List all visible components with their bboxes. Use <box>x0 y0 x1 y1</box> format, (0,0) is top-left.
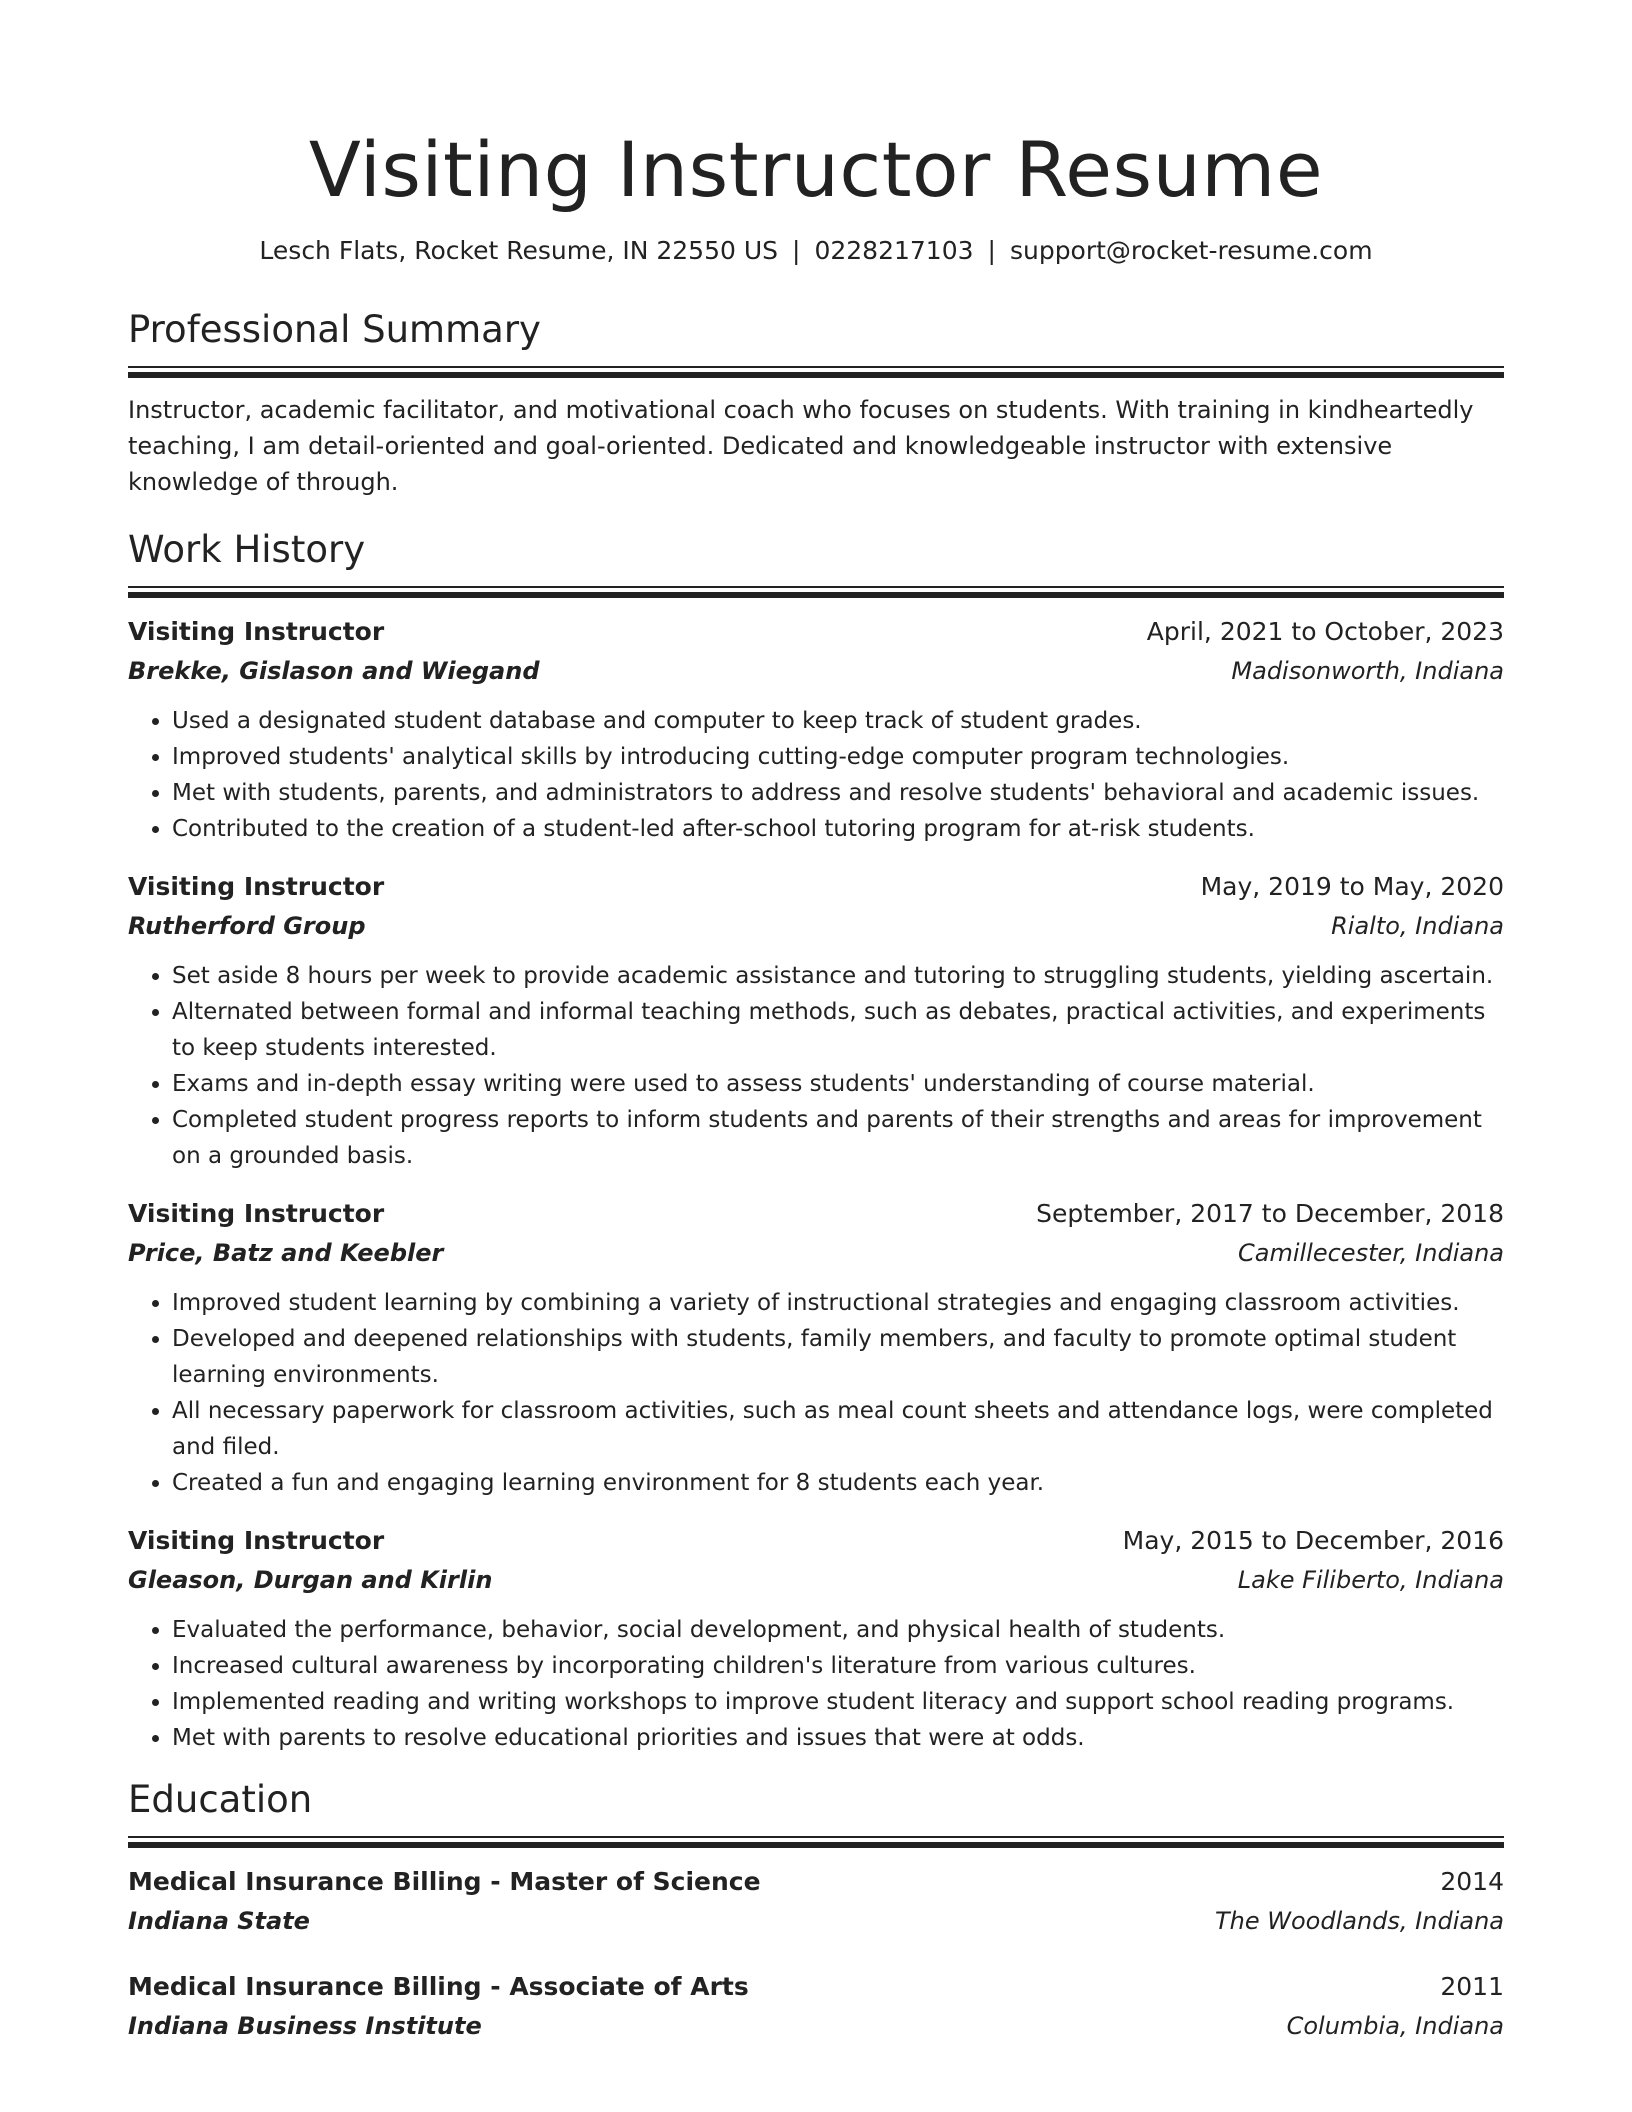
job-title: Visiting Instructor <box>128 1199 385 1228</box>
job-entry <box>128 1523 1504 1756</box>
education-location: The Woodlands, Indiana <box>1215 1907 1504 1935</box>
job-company: Price, Batz and Keebler <box>128 1239 444 1267</box>
contact-phone: 0228217103 <box>814 236 974 265</box>
job-dates: May, 2019 to May, 2020 <box>1200 872 1504 901</box>
job-dates: April, 2021 to October, 2023 <box>1146 617 1504 646</box>
section-divider <box>128 586 1504 598</box>
list-item: • Met with parents to resolve educational priorities and issues that were at odds. <box>172 1720 1504 1756</box>
education-degree: Medical Insurance Billing - Master of Science <box>128 1867 761 1896</box>
contact-separator: | <box>792 236 801 265</box>
job-entry <box>128 869 1504 1174</box>
list-item: • Developed and deepened relationships with students, family members, and faculty to promote optimal student learning environments. <box>172 1321 1504 1393</box>
section-divider <box>128 366 1504 378</box>
education-year: 2011 <box>1440 1972 1504 2001</box>
education-degree: Medical Insurance Billing - Associate of Arts <box>128 1972 749 2001</box>
job-location: Camillecester, Indiana <box>1238 1239 1504 1267</box>
job-bullets <box>128 1612 1504 1756</box>
job-bullets <box>128 958 1504 1174</box>
job-company: Rutherford Group <box>128 912 366 940</box>
job-location: Lake Filiberto, Indiana <box>1237 1566 1504 1594</box>
summary-section <box>128 306 1504 500</box>
job-dates: May, 2015 to December, 2016 <box>1122 1526 1504 1555</box>
job-title: Visiting Instructor <box>128 617 385 646</box>
section-heading-education: Education <box>128 1778 313 1821</box>
list-item: • Met with students, parents, and administrators to address and resolve students' behavioral and academic issues. <box>172 775 1504 811</box>
job-company: Gleason, Durgan and Kirlin <box>128 1566 493 1594</box>
job-location: Madisonworth, Indiana <box>1231 657 1504 685</box>
list-item: • Improved student learning by combining a variety of instructional strategies and engaging classroom activities. <box>172 1285 1504 1321</box>
resume-title: Visiting Instructor Resume <box>308 125 1324 214</box>
job-entry <box>128 614 1504 847</box>
section-divider <box>128 1836 1504 1848</box>
contact-email: support@rocket-resume.com <box>1009 236 1373 265</box>
job-title: Visiting Instructor <box>128 872 385 901</box>
education-year: 2014 <box>1440 1867 1504 1896</box>
list-item: • Alternated between formal and informal teaching methods, such as debates, practical activities, and experiments to keep students interested. <box>172 994 1504 1066</box>
list-item: • Created a fun and engaging learning environment for 8 students each year. <box>172 1465 1504 1501</box>
education-section <box>128 1776 1504 2044</box>
list-item: • Evaluated the performance, behavior, social development, and physical health of students. <box>172 1612 1504 1648</box>
list-item: • All necessary paperwork for classroom activities, such as meal count sheets and attendance logs, were completed and filed. <box>172 1393 1504 1465</box>
contact-line <box>128 234 1504 268</box>
education-location: Columbia, Indiana <box>1286 2012 1504 2040</box>
job-title: Visiting Instructor <box>128 1526 385 1555</box>
job-entry <box>128 1196 1504 1501</box>
job-company: Brekke, Gislason and Wiegand <box>128 657 540 685</box>
section-heading-summary: Professional Summary <box>128 308 541 351</box>
education-entry <box>128 1969 1504 2044</box>
list-item: • Implemented reading and writing workshops to improve student literacy and support school reading programs. <box>172 1684 1504 1720</box>
education-school: Indiana Business Institute <box>128 2012 482 2040</box>
job-location: Rialto, Indiana <box>1331 912 1504 940</box>
education-entry <box>128 1864 1504 1939</box>
list-item: • Contributed to the creation of a student-led after-school tutoring program for at-risk students. <box>172 811 1504 847</box>
list-item: • Improved students' analytical skills by introducing cutting-edge computer program technologies. <box>172 739 1504 775</box>
list-item: • Exams and in-depth essay writing were used to assess students' understanding of course material. <box>172 1066 1504 1102</box>
education-school: Indiana State <box>128 1907 310 1935</box>
list-item: • Used a designated student database and computer to keep track of student grades. <box>172 703 1504 739</box>
job-bullets <box>128 1285 1504 1501</box>
contact-address: Lesch Flats, Rocket Resume, IN 22550 US <box>259 236 779 265</box>
contact-separator: | <box>987 236 996 265</box>
summary-text: Instructor, academic facilitator, and motivational coach who focuses on students. With training in kindheartedly teaching, I am detail-oriented and goal-oriented. Dedicated and knowledgeable instructor with extensive knowledge of through. <box>128 396 1474 496</box>
list-item: • Set aside 8 hours per week to provide academic assistance and tutoring to struggling students, yielding ascertain. <box>172 958 1504 994</box>
section-heading-work: Work History <box>128 528 366 571</box>
job-dates: September, 2017 to December, 2018 <box>1036 1199 1504 1228</box>
list-item: • Completed student progress reports to inform students and parents of their strengths and areas for improvement on a grounded basis. <box>172 1102 1504 1174</box>
list-item: • Increased cultural awareness by incorporating children's literature from various cultures. <box>172 1648 1504 1684</box>
work-history-section <box>128 526 1504 1756</box>
job-bullets <box>128 703 1504 847</box>
